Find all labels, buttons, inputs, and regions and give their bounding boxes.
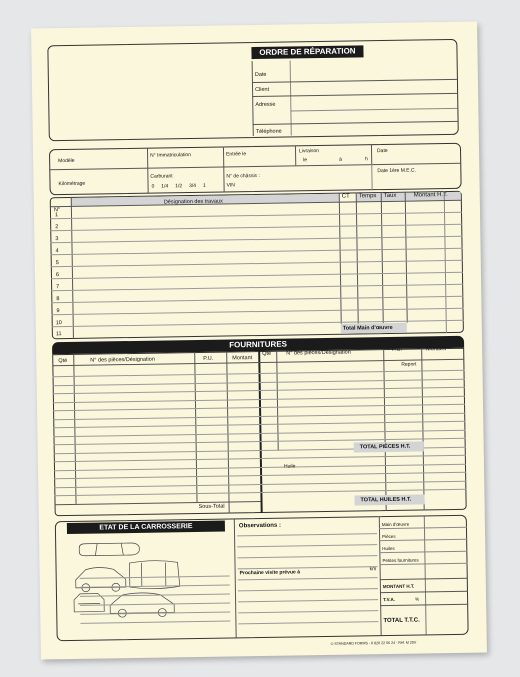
tot-petites: Petites fournitures bbox=[382, 557, 419, 564]
total-main-oeuvre: Total Main d'œuvre bbox=[342, 324, 393, 332]
col-montant-left: Montant bbox=[232, 355, 253, 362]
repair-order-sheet bbox=[31, 22, 487, 660]
tot-montant-ht: MONTANT H.T. bbox=[382, 583, 415, 590]
tot-tva: T.V.A. bbox=[383, 596, 395, 603]
chassis-label: N° de châssis : bbox=[226, 172, 260, 180]
report-label: Report bbox=[401, 361, 417, 368]
livraison-le: le bbox=[303, 157, 308, 164]
entree-label: Entrée le bbox=[226, 151, 247, 158]
carburant-label: Carburant bbox=[150, 173, 173, 180]
car-diagram bbox=[69, 538, 196, 622]
row-number: 3 bbox=[55, 236, 59, 243]
fuel-scale: 0 1/4 1/2 3/4 1 bbox=[151, 182, 206, 190]
total-pieces-ht: TOTAL PIÈCES H.T. bbox=[359, 443, 411, 451]
col-no: N° bbox=[53, 207, 61, 214]
col-montant-right: Montant bbox=[426, 346, 447, 353]
livraison-label: Livraison bbox=[298, 148, 320, 155]
col-pu-left: P.U. bbox=[203, 355, 214, 362]
fournitures-title: FOURNITURES bbox=[52, 336, 464, 354]
livraison-h: h bbox=[365, 156, 368, 163]
field-telephone: Téléphone bbox=[255, 128, 282, 136]
tot-main-oeuvre: Main d'œuvre bbox=[381, 521, 410, 528]
field-date: Date bbox=[254, 71, 267, 79]
field-client: Client bbox=[255, 86, 270, 94]
modele-label: Modèle bbox=[58, 157, 75, 165]
observations-label: Observations : bbox=[238, 522, 281, 530]
carrosserie-title: ETAT DE LA CARROSSERIE bbox=[67, 521, 225, 534]
livraison-a: à bbox=[339, 156, 342, 163]
row-number: 8 bbox=[56, 296, 60, 303]
total-huiles-ht: TOTAL HUILES H.T. bbox=[360, 496, 412, 504]
col-temps: Temps bbox=[358, 193, 377, 200]
row-number: 1 bbox=[54, 212, 59, 219]
row-number: 5 bbox=[55, 260, 59, 267]
date-label: Date bbox=[376, 147, 388, 155]
col-pieces-left: N° des pièces/Désignation bbox=[90, 356, 155, 364]
row-number: 2 bbox=[55, 224, 59, 231]
footer-credit: © STANDARD FORMS - 0 820 22 56 24 - Réf. M 20V bbox=[330, 640, 417, 646]
sous-total: Sous-Total bbox=[198, 503, 225, 510]
row-number: 10 bbox=[55, 320, 62, 327]
tot-tva-pct: % bbox=[415, 596, 420, 602]
col-pieces-right: N° des pièces/Désignation bbox=[286, 349, 351, 357]
huile-label: Huile bbox=[283, 463, 296, 470]
prochaine-km: km bbox=[369, 566, 377, 573]
tot-pieces: Pièces bbox=[382, 533, 396, 540]
col-pu-right: P.U. bbox=[392, 346, 403, 353]
tot-ttc: TOTAL T.T.C. bbox=[383, 617, 420, 625]
order-title: ORDRE DE RÉPARATION bbox=[251, 45, 363, 59]
row-number: 11 bbox=[55, 331, 62, 338]
col-taux: Taux bbox=[383, 192, 397, 200]
row-number: 7 bbox=[56, 284, 60, 291]
immat-label: N° Immatriculation bbox=[150, 152, 192, 159]
col-designation: Désignation des travaux bbox=[163, 198, 223, 206]
col-ct: CT bbox=[341, 193, 350, 200]
col-montant: Montant H.T. bbox=[413, 192, 448, 199]
col-qte-right: Qté bbox=[262, 350, 272, 357]
row-number: 9 bbox=[56, 308, 60, 315]
tot-huiles: Huiles bbox=[382, 545, 395, 552]
col-qte-left: Qté bbox=[58, 358, 68, 365]
mec-label: Date 1ère M.E.C. bbox=[377, 167, 417, 175]
row-number: 4 bbox=[55, 248, 59, 255]
field-adresse: Adresse bbox=[255, 101, 276, 109]
km-label: Kilométrage bbox=[58, 180, 86, 188]
prochaine-visite: Prochaine visite prévue à bbox=[239, 569, 301, 577]
row-number: 6 bbox=[55, 272, 60, 279]
vin-label: VIN bbox=[226, 182, 235, 189]
